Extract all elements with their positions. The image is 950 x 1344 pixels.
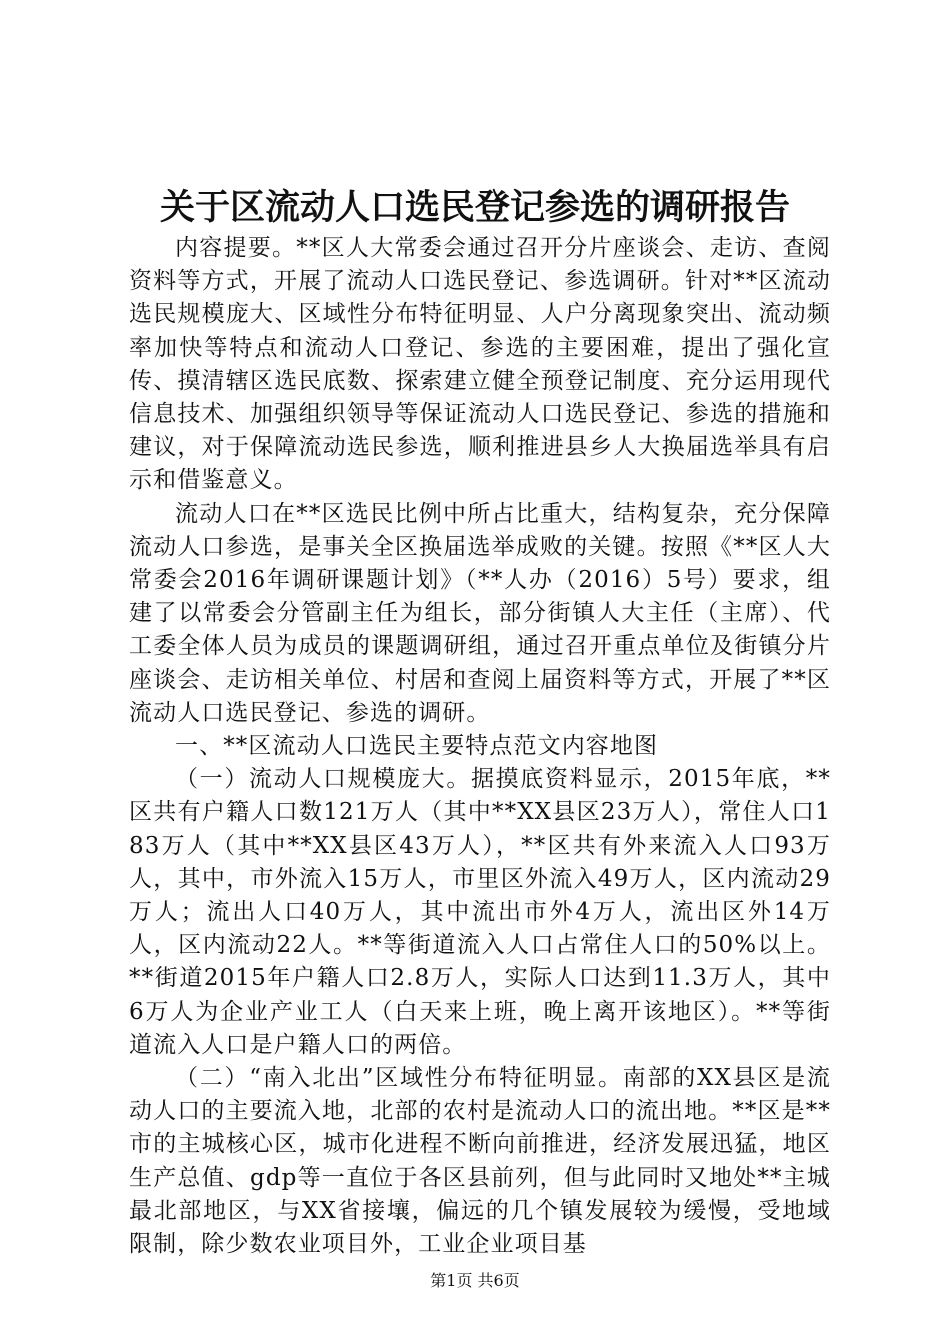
paragraph-subsection-2: （二）“南入北出”区域性分布特征明显。南部的XX县区是流动人口的主要流入地，北部的农村是流动人口的流出地。**区是**市的主城核心区，城市化进程不断向前推进，经济发展迅猛，地区生产总值、gdp等一直位于各区县前列，但与此同时又地处**主城最北部地区，与XX省接壤，偏远的几个镇发展较为缓慢，受地域限制，除少数农业项目外，工业企业项目基 [129,1065,831,1258]
paragraph-intro: 流动人口在**区选民比例中所占比重大，结构复杂，充分保障流动人口参选，是事关全区换届选举成败的关键。按照《**区人大常委会2016年调研课题计划》（**人办（2016）5号）要求，组建了以常委会分管副主任为组长，部分街镇人大主任（主席）、代工委全体人员为成员的课题调研组，通过召开重点单位及街镇分片座谈会、走访相关单位、村居和查阅上届资料等方式，开展了**区流动人口选民登记、参选的调研。 [129,500,831,726]
document-title: 关于区流动人口选民登记参选的调研报告 [159,187,790,228]
document-body [129,232,831,1261]
paragraph-subsection-1: （一）流动人口规模庞大。据摸底资料显示，2015年底，**区共有户籍人口数121万人（其中**XX县区23万人），常住人口183万人（其中**XX县区43万人），**区共有外来流入人口93万人，其中，市外流入15万人，市里区外流入49万人，区内流动29万人；流出人口40万人，其中流出市外4万人，流出区外14万人，区内流动22人。**等街道流入人口占常住人口的50%以上。**街道2015年户籍人口2.8万人，实际人口达到11.3万人，其中6万人为企业产业工人（白天来上班，晚上离开该地区）。**等街道流入人口是户籍人口的两倍。 [129,766,831,1058]
page-footer: 第1页 共6页 [430,1271,520,1290]
section-heading-1: 一、**区流动人口选民主要特点范文内容地图 [175,733,659,760]
paragraph-abstract: 内容提要。**区人大常委会通过召开分片座谈会、走访、查阅资料等方式，开展了流动人口选民登记、参选调研。针对**区流动选民规模庞大、区域性分布特征明显、人户分离现象突出、流动频率加快等特点和流动人口登记、参选的主要困难，提出了强化宣传、摸清辖区选民底数、探索建立健全预登记制度、充分运用现代信息技术、加强组织领导等保证流动人口选民登记、参选的措施和建议，对于保障流动选民参选，顺利推进县乡人大换届选举具有启示和借鉴意义。 [129,235,831,494]
